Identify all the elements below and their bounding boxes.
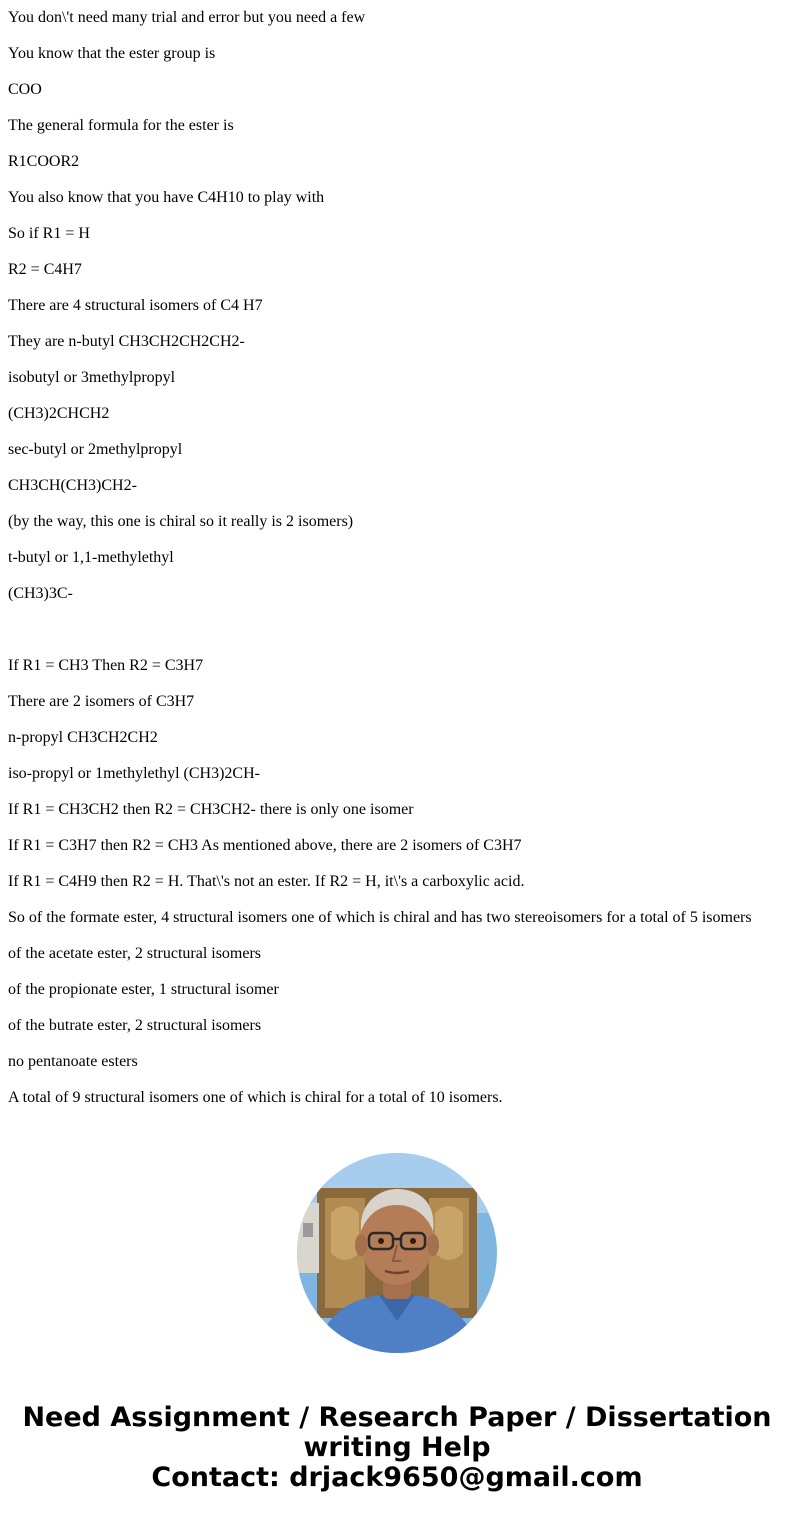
text-line: So of the formate ester, 4 structural isomers one of which is chiral and has two stereoisomers for a total of 5 isomers [8, 909, 752, 926]
banner-line: writing Help [303, 1432, 491, 1463]
text-line: R2 = C4H7 [8, 261, 82, 278]
contact-banner [0, 1403, 794, 1493]
text-line: sec-butyl or 2methylpropyl [8, 441, 183, 458]
text-line: The general formula for the ester is [8, 117, 234, 134]
text-line: A total of 9 structural isomers one of which is chiral for a total of 10 isomers. [8, 1089, 503, 1106]
text-line: of the butrate ester, 2 structural isomers [8, 1017, 262, 1034]
text-line: (CH3)3C- [8, 585, 73, 602]
text-line: If R1 = CH3CH2 then R2 = CH3CH2- there is only one isomer [8, 801, 414, 818]
contact-email: Contact: drjack9650@gmail.com [151, 1462, 643, 1493]
text-line: (by the way, this one is chiral so it really is 2 isomers) [8, 513, 354, 530]
text-line: CH3CH(CH3)CH2- [8, 477, 137, 494]
blank-line [8, 612, 788, 648]
avatar [297, 1153, 497, 1353]
text-line: You don\'t need many trial and error but you need a few [8, 9, 366, 26]
text-line: There are 4 structural isomers of C4 H7 [8, 297, 263, 314]
text-line: n-propyl CH3CH2CH2 [8, 729, 158, 746]
avatar-portrait [297, 1153, 497, 1353]
text-line: iso-propyl or 1methylethyl (CH3)2CH- [8, 765, 260, 782]
answer-text [8, 0, 788, 1116]
text-line: no pentanoate esters [8, 1053, 138, 1070]
text-line: If R1 = C3H7 then R2 = CH3 As mentioned above, there are 2 isomers of C3H7 [8, 837, 522, 854]
text-line: If R1 = CH3 Then R2 = C3H7 [8, 657, 204, 674]
text-line: COO [8, 81, 42, 98]
text-line: If R1 = C4H9 then R2 = H. That\'s not an ester. If R2 = H, it\'s a carboxylic acid. [8, 873, 525, 890]
text-line: You also know that you have C4H10 to play with [8, 189, 325, 206]
text-line: (CH3)2CHCH2 [8, 405, 110, 422]
text-line: of the acetate ester, 2 structural isomers [8, 945, 262, 962]
text-line: You know that the ester group is [8, 45, 216, 62]
text-line: They are n-butyl CH3CH2CH2CH2- [8, 333, 245, 350]
text-line: of the propionate ester, 1 structural isomer [8, 981, 279, 998]
text-line: So if R1 = H [8, 225, 90, 242]
text-line: isobutyl or 3methylpropyl [8, 369, 176, 386]
text-line: t-butyl or 1,1-methylethyl [8, 549, 174, 566]
banner-line: Need Assignment / Research Paper / Dissertation [22, 1402, 772, 1433]
text-line: R1COOR2 [8, 153, 80, 170]
text-line: There are 2 isomers of C3H7 [8, 693, 195, 710]
